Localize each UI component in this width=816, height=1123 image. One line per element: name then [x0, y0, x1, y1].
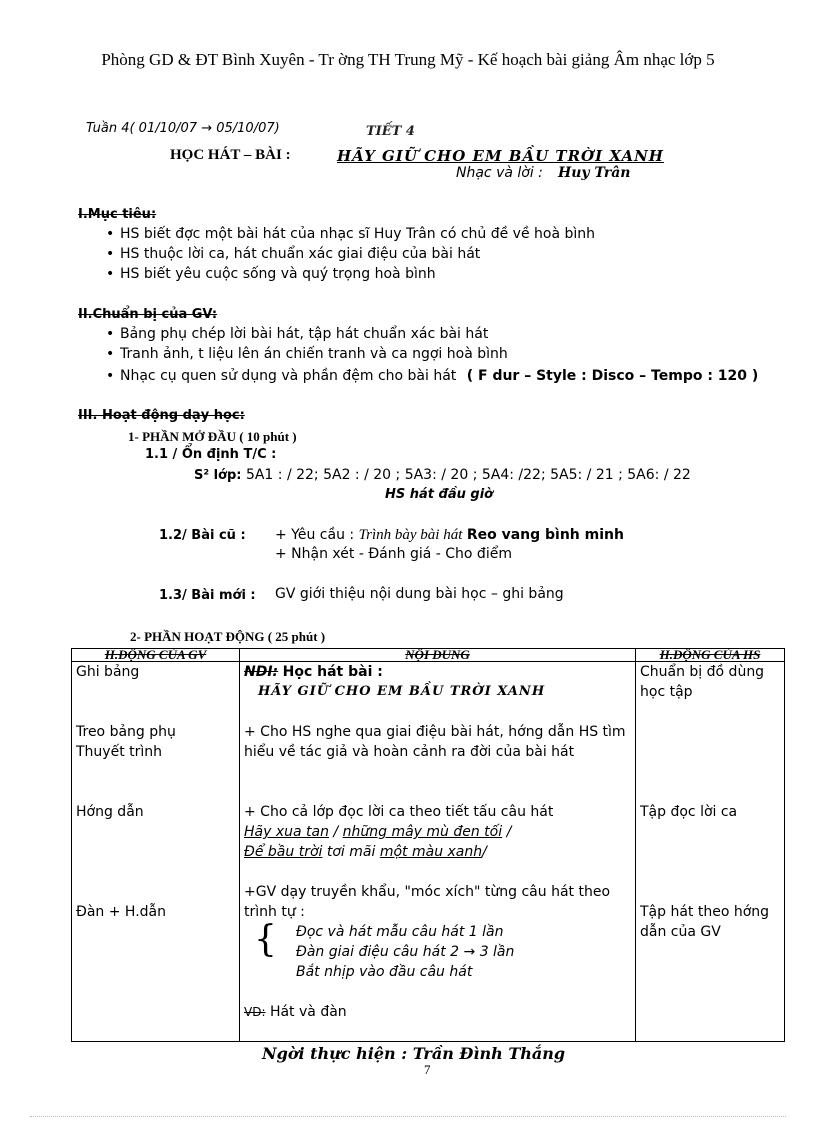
header-teacher: H.ĐỘNG CỦA GV	[72, 649, 240, 662]
objective-item: • HS biết yêu cuộc sống và quý trọng hoà bình	[106, 266, 436, 282]
lesson-title: HÃY GIỮ CHO EM BẦU TRỜI XANH	[337, 147, 664, 165]
content-read-lyrics: + Cho cả lớp đọc lời ca theo tiết tấu câu hát	[244, 804, 554, 820]
old-lesson-line2: + Nhận xét - Đánh giá - Cho điểm	[275, 546, 512, 562]
bullet-icon: •	[106, 266, 115, 282]
step-item: Bắt nhịp vào đầu câu hát	[296, 964, 473, 980]
teacher-activity: Treo bảng phụ	[76, 724, 176, 740]
page-number: 7	[424, 1062, 431, 1077]
period-label: TIẾT 4	[366, 124, 415, 139]
opening-song: HS hát đầu giờ	[385, 487, 494, 502]
student-activity: Tập đọc lời ca	[640, 804, 738, 820]
brace-icon: {	[254, 919, 277, 960]
class-label: S² lớp:	[194, 468, 242, 483]
lesson-plan-table	[71, 648, 785, 1042]
part2-heading: 2- PHẦN HOẠT ĐỘNG ( 25 phút )	[130, 629, 326, 644]
step-item: Đọc và hát mẫu câu hát 1 lần	[296, 924, 504, 940]
content-song-title: HÃY GIỮ CHO EM BẦU TRỜI XANH	[258, 684, 546, 699]
stabilize-class-label: 1.1 / Ổn định T/C :	[145, 447, 277, 462]
content-nd1: NDI: Học hát bài :	[244, 664, 383, 680]
table-header-row	[72, 649, 785, 662]
student-activity: Tập hát theo hớng dẫn của GV	[640, 904, 770, 940]
teacher-activity: Thuyết trình	[76, 744, 163, 760]
teacher-activity: Hớng dẫn	[76, 804, 144, 820]
table-row	[72, 662, 785, 1042]
document-header: Phòng GD & ĐT Bình Xuyên - Tr ờng TH Trung Mỹ - Kế hoạch bài giảng Âm nhạc lớp 5	[101, 50, 715, 69]
bullet-icon: •	[106, 326, 115, 342]
student-activity: Chuẩn bị đồ dùng học tập	[640, 664, 765, 700]
week-range: Tuần 4( 01/10/07 → 05/10/07)	[86, 121, 280, 136]
bullet-icon: •	[106, 368, 115, 384]
objective-item: • HS biết đợc một bài hát của nhạc sĩ Huy Trân có chủ đề về hoà bình	[106, 226, 596, 242]
preparation-item: • Tranh ảnh, t liệu lên án chiến tranh và ca ngợi hoà bình	[106, 346, 508, 362]
objective-item: • HS thuộc lời ca, hát chuẩn xác giai điệu của bài hát	[106, 246, 481, 262]
step-item: Đàn giai điệu câu hát 2 → 3 lần	[296, 944, 515, 960]
bullet-icon: •	[106, 226, 115, 242]
teacher-activity: Đàn + H.dẫn	[76, 904, 167, 920]
content-introduction: + Cho HS nghe qua giai điệu bài hát, hớng dẫn HS tìm hiểu về tác giả và hoàn cảnh ra đời của bài hát	[244, 724, 626, 760]
class-attendance	[194, 467, 691, 483]
content-teaching-method: +GV dạy truyền khẩu, "móc xích" từng câu hát theo trình tự :	[244, 884, 611, 920]
header-content: NỘI DUNG	[240, 649, 636, 662]
part1-heading: 1- PHẦN MỞ ĐẦU ( 10 phút )	[128, 429, 297, 444]
old-lesson-label: 1.2/ Bài cũ :	[159, 528, 246, 543]
page-edge-divider	[30, 1116, 786, 1117]
preparation-item: • Bảng phụ chép lời bài hát, tập hát chuẩn xác bài hát	[106, 326, 489, 342]
objectives-title: I.Mục tiêu:	[78, 207, 157, 222]
content-lyric-line2: Để bầu trời tơi mãi một màu xanh/	[244, 844, 487, 860]
bullet-icon: •	[106, 346, 115, 362]
instrument-spec: ( F dur – Style : Disco – Tempo : 120 )	[466, 368, 759, 384]
new-lesson-text: GV giới thiệu nội dung bài học – ghi bảng	[275, 586, 564, 602]
header-student: H.ĐỘNG CỦA HS	[636, 649, 785, 662]
class-counts: 5A1 : / 22; 5A2 : / 20 ; 5A3: / 20 ; 5A4: /22; 5A5: / 21 ; 5A6: / 22	[245, 467, 691, 483]
credit-label: Nhạc và lời :	[456, 165, 543, 181]
bullet-icon: •	[106, 246, 115, 262]
activities-title: III. Hoạt động dạy học:	[78, 408, 245, 423]
old-lesson-line1: + Yêu cầu : Trình bày bài hát Reo vang bình minh	[275, 527, 624, 543]
content-example: VD: Hát và đàn	[244, 1004, 347, 1020]
lesson-prefix: HỌC HÁT – BÀI :	[170, 147, 291, 163]
preparation-item: • Nhạc cụ quen sử dụng và phần đệm cho bài hát ( F dur – Style : Disco – Tempo : 120 )	[106, 368, 759, 384]
preparation-title: II.Chuẩn bị của GV:	[78, 307, 218, 322]
new-lesson-label: 1.3/ Bài mới :	[159, 588, 256, 603]
credit-name: Huy Trân	[558, 165, 631, 181]
content-steps	[244, 919, 631, 1002]
content-lyric-line1: Hãy xua tan / những mây mù đen tối /	[244, 824, 512, 840]
signature: Ngời thực hiện : Trần Đình Thắng	[262, 1044, 566, 1063]
teacher-activity: Ghi bảng	[76, 664, 140, 680]
